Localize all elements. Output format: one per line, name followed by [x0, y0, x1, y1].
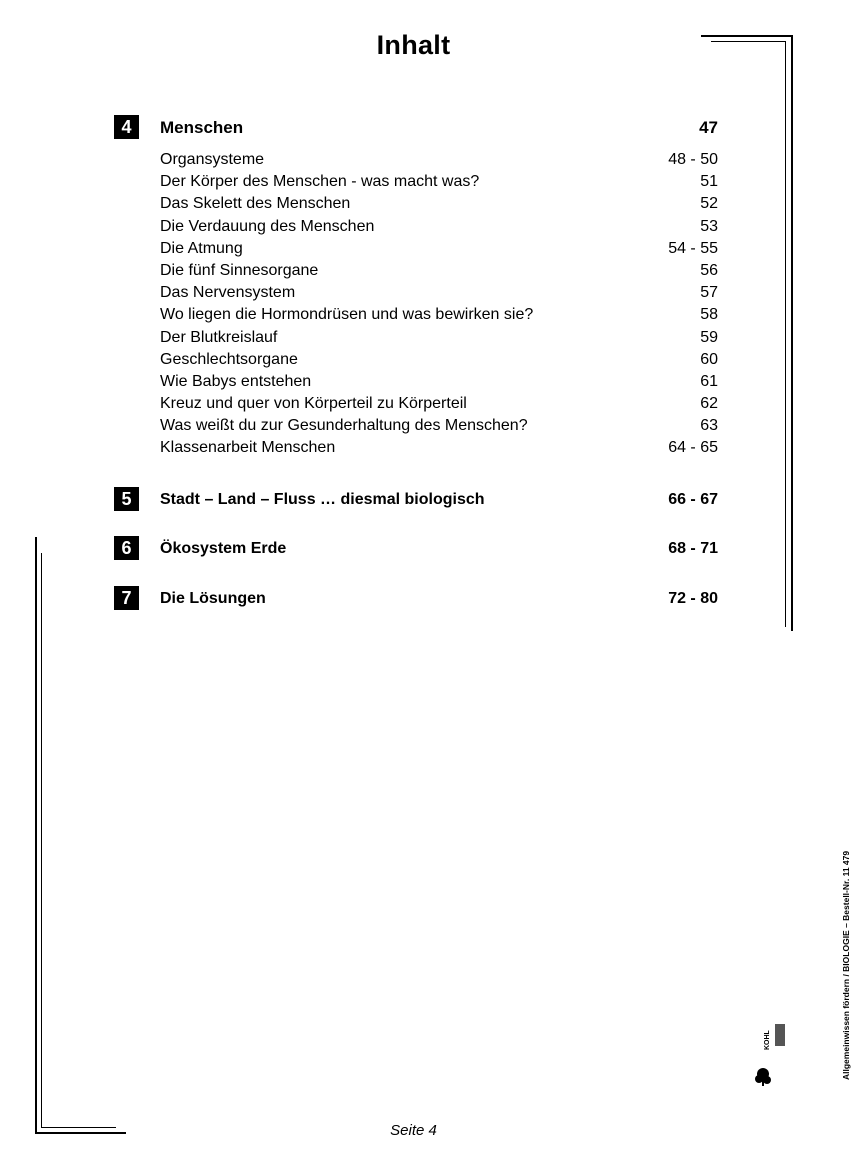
- toc-item-page: 63: [700, 417, 718, 435]
- toc-item: [160, 438, 718, 460]
- toc-item: [160, 239, 718, 261]
- frame-line-right-outer: [791, 35, 793, 631]
- toc-item-label: Das Nervensystem: [160, 284, 296, 302]
- section-page: 66 - 67: [668, 491, 718, 508]
- toc-item-label: Das Skelett des Menschen: [160, 195, 351, 213]
- section-title: Die Lösungen: [160, 590, 266, 607]
- section-number-badge: 7: [114, 586, 139, 610]
- toc-item-page: 56: [700, 261, 718, 279]
- toc-section-5: [114, 487, 718, 511]
- toc-item-page: 54 - 55: [668, 239, 718, 257]
- toc-section-heading: [114, 536, 718, 560]
- toc-item-label: Die Atmung: [160, 239, 243, 257]
- toc-item-label: Die fünf Sinnesorgane: [160, 261, 319, 279]
- toc-item: [160, 150, 718, 172]
- toc-item: [160, 217, 718, 239]
- tree-logo-icon: [753, 1022, 793, 1088]
- section-page: 68 - 71: [668, 540, 718, 557]
- toc-item: [160, 350, 718, 372]
- toc-item-page: 52: [700, 195, 718, 213]
- toc-item-page: 64 - 65: [668, 439, 718, 457]
- toc-item-page: 58: [700, 306, 718, 324]
- toc-item: [160, 172, 718, 194]
- toc-item-label: Wie Babys entstehen: [160, 372, 312, 390]
- toc-item-label: Der Blutkreislauf: [160, 328, 278, 346]
- toc-section-heading: [114, 586, 718, 610]
- toc-item: [160, 283, 718, 305]
- frame-line-right-inner: [785, 41, 786, 627]
- toc-item-label: Die Verdauung des Menschen: [160, 217, 375, 235]
- section-title: Ökosystem Erde: [160, 540, 287, 557]
- toc-item-label: Organsysteme: [160, 151, 265, 168]
- section-number-badge: 5: [114, 487, 139, 511]
- frame-line-left-inner: [41, 553, 42, 1128]
- toc-item: [160, 261, 718, 283]
- page-footer: Seite 4: [390, 1122, 437, 1139]
- toc-item-page: 57: [700, 284, 718, 302]
- toc-section-7: [114, 586, 718, 610]
- toc-section-4: [114, 115, 718, 457]
- page-title: Inhalt: [376, 30, 451, 60]
- toc-section-6: [114, 536, 718, 560]
- toc-item-label: Der Körper des Menschen - was macht was?: [160, 173, 480, 191]
- toc-item-page: 48 - 50: [668, 151, 718, 168]
- section-title: Menschen: [160, 118, 244, 137]
- toc-section-heading: [114, 115, 718, 139]
- section-page: 72 - 80: [668, 590, 718, 607]
- toc-item: [160, 328, 718, 350]
- publisher-name: KOHL: [764, 1030, 771, 1050]
- toc-item-page: 61: [700, 372, 718, 390]
- toc-item-label: Klassenarbeit Menschen: [160, 439, 336, 457]
- section-number-badge: 6: [114, 536, 139, 560]
- toc-item-page: 53: [700, 217, 718, 235]
- sidebar-publisher-info: [831, 760, 861, 1080]
- toc-item: [160, 194, 718, 216]
- toc-item-page: 60: [700, 350, 718, 368]
- frame-line-left-outer: [35, 537, 37, 1134]
- toc-item-label: Was weißt du zur Gesunderhaltung des Menschen?: [160, 417, 528, 435]
- toc-item: [160, 394, 718, 416]
- toc-section-heading: [114, 487, 718, 511]
- toc-item: [160, 305, 718, 327]
- toc-item-label: Kreuz und quer von Körperteil zu Körperteil: [160, 395, 467, 413]
- frame-line-top-right: [701, 35, 793, 37]
- toc-item-label: Geschlechtsorgane: [160, 350, 298, 368]
- toc-item: [160, 416, 718, 438]
- toc-item-page: 62: [700, 395, 718, 413]
- section-number-badge: 4: [114, 115, 139, 139]
- section-page: 47: [699, 118, 718, 137]
- frame-line-top-right-inner: [711, 41, 786, 42]
- toc-item-page: 59: [700, 328, 718, 346]
- toc-item: [160, 372, 718, 394]
- toc-item-list: [160, 150, 718, 461]
- toc-item-label: Wo liegen die Hormondrüsen und was bewirken sie?: [160, 306, 534, 324]
- sidebar-product-text: Allgemeinwissen fördern / BIOLOGIE – Bestell-Nr. 11 479: [841, 850, 851, 1080]
- toc-item-page: 51: [700, 173, 718, 191]
- section-title: Stadt – Land – Fluss … diesmal biologisch: [160, 491, 485, 508]
